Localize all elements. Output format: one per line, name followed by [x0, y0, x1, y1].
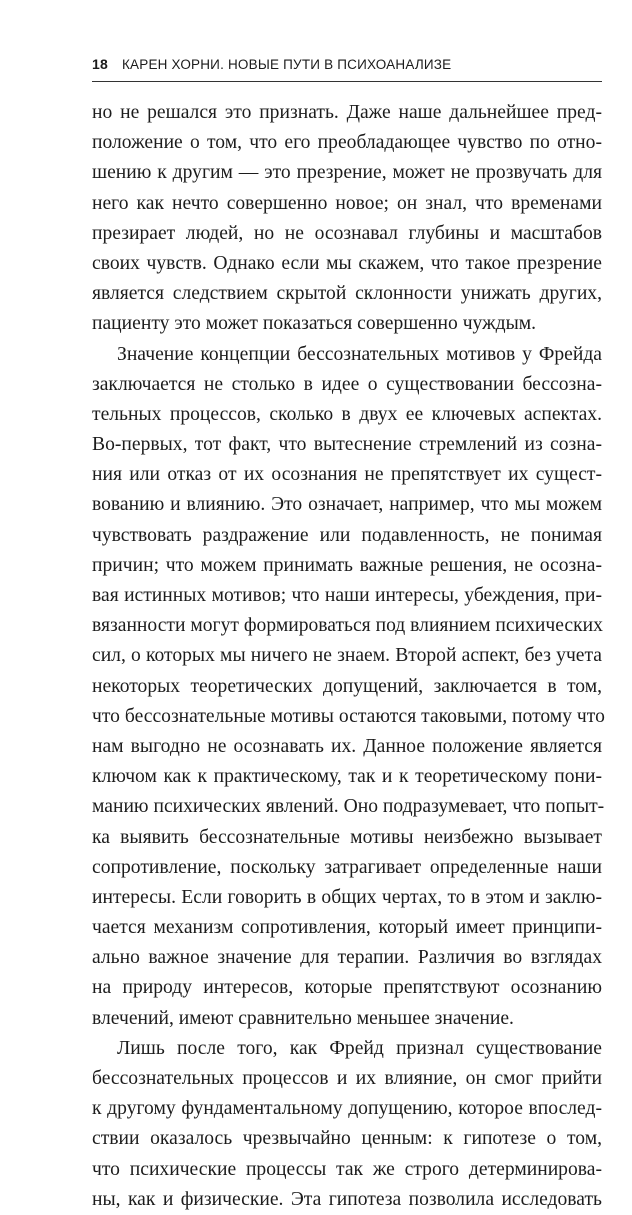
text-line: тельных процессов, сколько в двух ее ключевых аспектах.	[92, 403, 602, 425]
text-line: ально важное значение для терапии. Различия во взглядах	[92, 947, 602, 969]
page-number: 18	[92, 56, 108, 72]
text-line: него как нечто совершенно новое; он знал, что временами	[92, 192, 602, 214]
header-rule	[92, 81, 602, 82]
text-line: заключается не столько в идее о существовании бессозна-	[92, 373, 602, 395]
text-line: вязанности могут формироваться под влиянием психических	[92, 615, 603, 637]
running-title: КАРЕН ХОРНИ. НОВЫЕ ПУТИ В ПСИХОАНАЛИЗЕ	[121, 57, 452, 72]
text-line: Лишь после того, как Фрейд признал существование	[117, 1037, 602, 1059]
text-line: ны, как и физические. Эта гипотеза позволила исследовать	[92, 1188, 602, 1210]
text-line: бессознательных процессов и их влияние, он смог прийти	[92, 1068, 602, 1089]
text-line: своих чувств. Однако если мы скажем, что такое презрение	[92, 252, 602, 274]
text-line: влечений, имеют сравнительно меньшее значение.	[92, 1007, 514, 1029]
text-line: Во-первых, тот факт, что вытеснение стремлений из созна-	[92, 434, 602, 456]
text-line: на природу интересов, которые препятствуют осознанию	[92, 977, 602, 999]
body-text	[92, 98, 605, 1215]
text-line: сопротивление, поскольку затрагивает определенные наши	[92, 856, 602, 878]
text-line: шению к другим — это презрение, может не прозвучать для	[92, 162, 602, 184]
text-line: чувствовать раздражение или подавленность, не понимая	[92, 524, 602, 546]
text-line: что бессознательные мотивы остаются таковыми, потому что	[92, 705, 605, 727]
text-line: что психические процессы так же строго детерминирова-	[92, 1158, 602, 1180]
text-line: ствии оказалось чрезвычайно ценным: к гипотезе о том,	[92, 1128, 602, 1150]
text-line: ключом как к практическому, так и к теоретическому пони-	[92, 766, 602, 788]
text-line: сил, о которых мы ничего не знаем. Второй аспект, без учета	[92, 645, 602, 667]
text-line: презирает людей, но не осознавал глубины и масштабов	[92, 222, 602, 244]
text-line: интересы. Если говорить в общих чертах, то в этом и заклю-	[92, 886, 602, 908]
text-line: нам выгодно не осознавать их. Данное положение является	[92, 735, 602, 757]
text-line: некоторых теоретических допущений, заключается в том,	[92, 675, 602, 697]
text-line: вованию и влиянию. Это означает, например, что мы можем	[92, 494, 602, 516]
text-line: вая истинных мотивов; что наши интересы, убеждения, при-	[92, 585, 602, 606]
text-line: является следствием скрытой склонности унижать других,	[92, 283, 602, 305]
text-line: причин; что можем принимать важные решения, не осозна-	[92, 554, 602, 576]
text-line: чается механизм сопротивления, который имеет принципи-	[92, 917, 602, 939]
text-line: ния или отказ от их осознания не препятствует их сущест-	[92, 464, 602, 486]
text-line: пациенту это может показаться совершенно чуждым.	[92, 313, 537, 335]
text-line: ка выявить бессознательные мотивы неизбежно вызывает	[92, 826, 602, 848]
text-line: манию психических явлений. Оно подразумевает, что попыт-	[92, 796, 605, 818]
text-line: положение о том, что его преобладающее чувство по отно-	[92, 132, 602, 154]
text-line: к другому фундаментальному допущению, которое впослед-	[92, 1098, 602, 1120]
running-header	[92, 56, 602, 78]
text-line: Значение концепции бессознательных мотивов у Фрейда	[117, 343, 602, 365]
text-line: но не решался это признать. Даже наше дальнейшее пред-	[92, 102, 602, 123]
